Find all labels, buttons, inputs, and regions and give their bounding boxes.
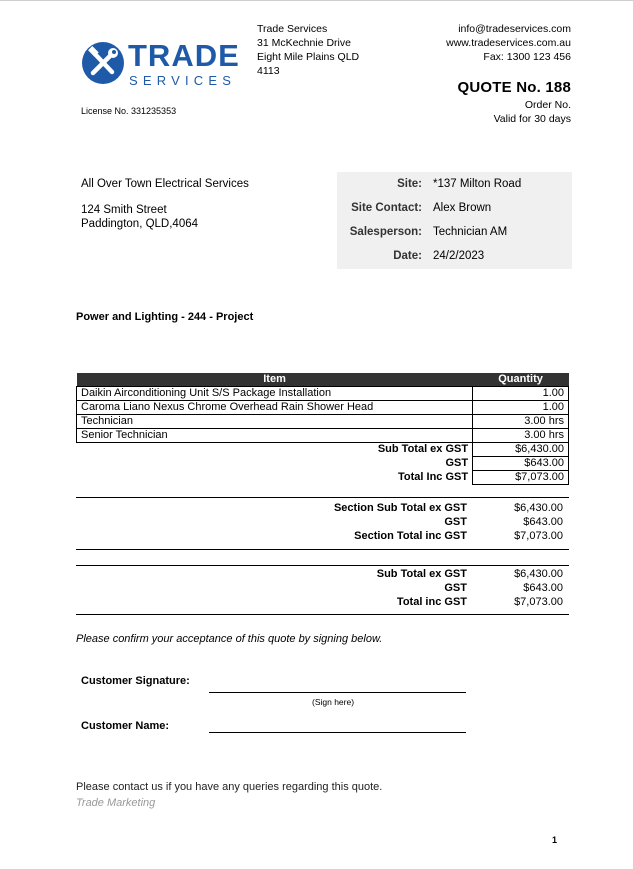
date-row [337,250,572,266]
company-name: Trade Services [257,23,328,35]
grand-divider-bottom [76,614,569,615]
section-subtotal-label: Section Sub Total ex GST [333,502,467,514]
item-quantity: 3.00 hrs [473,415,569,429]
table-row [77,387,569,401]
grand-subtotal-label: Sub Total ex GST [376,568,467,580]
license-number: License No. 331235353 [81,106,177,116]
project-title: Power and Lighting - 244 - Project [76,311,254,323]
top-divider [0,0,633,1]
site-info-box [337,172,572,269]
section-subtotal-value: $6,430.00 [514,502,563,514]
quote-meta [494,98,571,126]
section-total-value: $7,073.00 [514,530,563,542]
item-name: Technician [77,415,473,429]
column-header-item: Item [77,373,473,387]
company-logo [81,38,243,90]
table-total-row [77,443,569,457]
salesperson-row [337,226,572,242]
subtotal-value: $6,430.00 [473,443,569,457]
item-quantity: 3.00 hrs [473,429,569,443]
confirm-text: Please confirm your acceptance of this quote by signing below. [76,633,383,645]
grand-subtotal-value: $6,430.00 [514,568,563,580]
subtotal-label: Sub Total ex GST [377,443,469,456]
section-divider-bottom [76,549,569,550]
customer-name-label: Customer Name: [81,720,170,732]
section-divider-top [76,497,569,498]
page-number: 1 [552,835,558,845]
table-row [77,415,569,429]
site-row [337,178,572,194]
logo-text-sub: SERVICES [129,73,237,88]
grand-total-label: Total inc GST [396,596,467,608]
total-label: Total Inc GST [398,471,469,483]
column-header-quantity: Quantity [473,373,569,387]
site-contact-value: Alex Brown [433,202,492,214]
logo-mark [81,38,243,90]
item-name: Daikin Airconditioning Unit S/S Package Installation [77,387,473,401]
site-contact-label: Site Contact: [351,202,422,214]
address-line-1: 31 McKechnie Drive [257,37,351,49]
quote-title: QUOTE No. 188 [457,79,571,96]
customer-street: 124 Smith Street [81,204,167,216]
section-totals [76,502,569,544]
customer-city: Paddington, QLD,4064 [81,218,199,230]
item-quantity: 1.00 [473,401,569,415]
section-gst-label: GST [444,516,467,528]
table-total-row [77,457,569,471]
grand-gst-value: $643.00 [523,582,563,594]
site-value: *137 Milton Road [433,178,522,190]
items-table [76,373,569,485]
gst-value: $643.00 [473,457,569,471]
marketing-text: Trade Marketing [76,797,156,809]
order-number: Order No. [524,99,571,111]
salesperson-label: Salesperson: [349,226,422,238]
total-value: $7,073.00 [473,471,569,485]
company-website[interactable]: www.tradeservices.com.au [446,37,571,49]
date-label: Date: [393,250,422,262]
customer-block [81,177,249,231]
logo-text-main: TRADE [128,38,240,73]
site-label: Site: [397,178,422,190]
table-header [77,373,569,387]
signature-line[interactable] [209,692,466,693]
company-fax: Fax: 1300 123 456 [483,51,571,63]
date-value: 24/2/2023 [433,250,485,262]
address-postcode: 4113 [257,65,280,77]
company-contact [446,22,571,64]
customer-name-line[interactable] [209,732,466,733]
grand-gst-label: GST [444,582,467,594]
table-total-row [77,471,569,485]
gst-label: GST [445,457,469,469]
grand-total-value: $7,073.00 [514,596,563,608]
sign-here-hint: (Sign here) [312,697,355,707]
table-row [77,401,569,415]
quote-validity: Valid for 30 days [493,113,571,125]
address-line-2: Eight Mile Plains QLD [257,51,360,63]
company-email[interactable]: info@tradeservices.com [458,23,571,35]
company-address [257,22,359,78]
signature-label: Customer Signature: [81,675,190,687]
item-name: Senior Technician [77,429,473,443]
grand-totals [76,568,569,610]
section-gst-value: $643.00 [523,516,563,528]
item-name: Caroma Liano Nexus Chrome Overhead Rain Shower Head [77,401,473,415]
section-total-label: Section Total inc GST [354,530,467,542]
customer-name: All Over Town Electrical Services [81,178,249,190]
queries-text: Please contact us if you have any queries regarding this quote. [76,781,383,793]
grand-divider-top [76,565,569,566]
item-quantity: 1.00 [473,387,569,401]
salesperson-value: Technician AM [433,226,508,238]
table-row [77,429,569,443]
site-contact-row [337,202,572,218]
